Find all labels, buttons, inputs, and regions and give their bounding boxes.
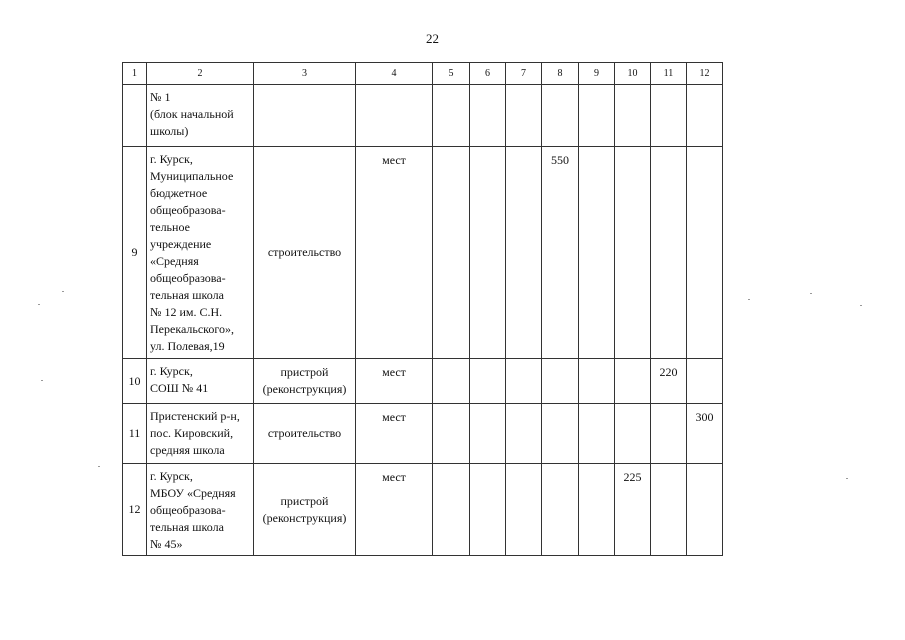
column-header: 4 bbox=[356, 63, 433, 85]
column-header: 10 bbox=[615, 63, 651, 85]
col12-cell: 300 bbox=[687, 404, 723, 464]
col8-cell bbox=[542, 359, 579, 404]
col10-cell bbox=[615, 85, 651, 147]
work-type: строительство bbox=[267, 245, 342, 259]
empty-cell bbox=[433, 464, 470, 556]
empty-cell bbox=[506, 147, 542, 359]
empty-cell bbox=[579, 85, 615, 147]
object-name: № 1 (блок начальной школы) bbox=[150, 90, 234, 138]
empty-cell bbox=[433, 85, 470, 147]
scan-speck bbox=[810, 293, 812, 294]
scan-speck bbox=[846, 478, 848, 479]
work-type-cell bbox=[254, 359, 356, 404]
object-name-cell bbox=[147, 359, 254, 404]
col11-cell bbox=[651, 147, 687, 359]
empty-cell bbox=[470, 359, 506, 404]
scan-speck bbox=[98, 466, 100, 467]
table-row bbox=[123, 404, 723, 464]
empty-cell bbox=[579, 404, 615, 464]
col11-cell bbox=[651, 464, 687, 556]
col12-cell bbox=[687, 147, 723, 359]
empty-cell bbox=[433, 404, 470, 464]
object-name: г. Курск, МБОУ «Средняя общеобразова- тельная школа № 45» bbox=[150, 469, 236, 551]
table-row bbox=[123, 85, 723, 147]
column-header: 6 bbox=[470, 63, 506, 85]
unit-cell: мест bbox=[356, 404, 433, 464]
empty-cell bbox=[433, 359, 470, 404]
table-row bbox=[123, 147, 723, 359]
empty-cell bbox=[506, 85, 542, 147]
empty-cell bbox=[433, 147, 470, 359]
row-number bbox=[123, 85, 147, 147]
col10-cell bbox=[615, 404, 651, 464]
column-header: 5 bbox=[433, 63, 470, 85]
empty-cell bbox=[506, 404, 542, 464]
row-number: 10 bbox=[123, 359, 147, 404]
empty-cell bbox=[470, 147, 506, 359]
column-header: 8 bbox=[542, 63, 579, 85]
empty-cell bbox=[470, 464, 506, 556]
col8-cell bbox=[542, 464, 579, 556]
scan-speck bbox=[860, 305, 862, 306]
object-name: г. Курск, СОШ № 41 bbox=[150, 364, 209, 395]
col11-cell: 220 bbox=[651, 359, 687, 404]
empty-cell bbox=[579, 359, 615, 404]
scan-speck bbox=[41, 380, 43, 381]
unit-cell: мест bbox=[356, 464, 433, 556]
object-name-cell bbox=[147, 404, 254, 464]
empty-cell bbox=[579, 147, 615, 359]
table-row bbox=[123, 464, 723, 556]
work-type-cell bbox=[254, 464, 356, 556]
empty-cell bbox=[470, 404, 506, 464]
work-type-cell bbox=[254, 404, 356, 464]
col8-cell bbox=[542, 404, 579, 464]
work-type-cell bbox=[254, 147, 356, 359]
empty-cell bbox=[506, 464, 542, 556]
work-type: пристрой (реконструкция) bbox=[262, 493, 347, 525]
object-name: Пристенский р-н, пос. Кировский, средняя школа bbox=[150, 409, 240, 457]
col12-cell bbox=[687, 464, 723, 556]
empty-cell bbox=[579, 464, 615, 556]
work-type: строительство bbox=[267, 426, 342, 440]
column-header: 2 bbox=[147, 63, 254, 85]
empty-cell bbox=[470, 85, 506, 147]
object-name: г. Курск, Муниципальное бюджетное общеобразова- тельное учреждение «Средняя общеобразова- тельная школа № 12 им. С.Н. Перекальского», ул. Полевая,19 bbox=[150, 152, 235, 353]
row-number: 11 bbox=[123, 404, 147, 464]
work-type: пристрой (реконструкция) bbox=[262, 365, 347, 396]
column-header: 3 bbox=[254, 63, 356, 85]
scan-speck bbox=[748, 299, 750, 300]
data-table bbox=[122, 62, 723, 556]
col12-cell bbox=[687, 359, 723, 404]
row-number: 12 bbox=[123, 464, 147, 556]
row-number: 9 bbox=[123, 147, 147, 359]
scan-speck bbox=[62, 291, 64, 292]
object-name-cell bbox=[147, 85, 254, 147]
column-header: 12 bbox=[687, 63, 723, 85]
column-header: 1 bbox=[123, 63, 147, 85]
column-header: 11 bbox=[651, 63, 687, 85]
scan-speck bbox=[38, 304, 40, 305]
column-header: 7 bbox=[506, 63, 542, 85]
work-type-cell bbox=[254, 85, 356, 147]
empty-cell bbox=[506, 359, 542, 404]
col11-cell bbox=[651, 85, 687, 147]
object-name-cell bbox=[147, 147, 254, 359]
col12-cell bbox=[687, 85, 723, 147]
col10-cell bbox=[615, 147, 651, 359]
col8-cell bbox=[542, 85, 579, 147]
col10-cell bbox=[615, 359, 651, 404]
column-header: 9 bbox=[579, 63, 615, 85]
page-number: 22 bbox=[426, 31, 439, 46]
col10-cell: 225 bbox=[615, 464, 651, 556]
col11-cell bbox=[651, 404, 687, 464]
header-row bbox=[123, 63, 723, 85]
unit-cell: мест bbox=[356, 147, 433, 359]
unit-cell bbox=[356, 85, 433, 147]
col8-cell: 550 bbox=[542, 147, 579, 359]
table-row bbox=[123, 359, 723, 404]
object-name-cell bbox=[147, 464, 254, 556]
unit-cell: мест bbox=[356, 359, 433, 404]
